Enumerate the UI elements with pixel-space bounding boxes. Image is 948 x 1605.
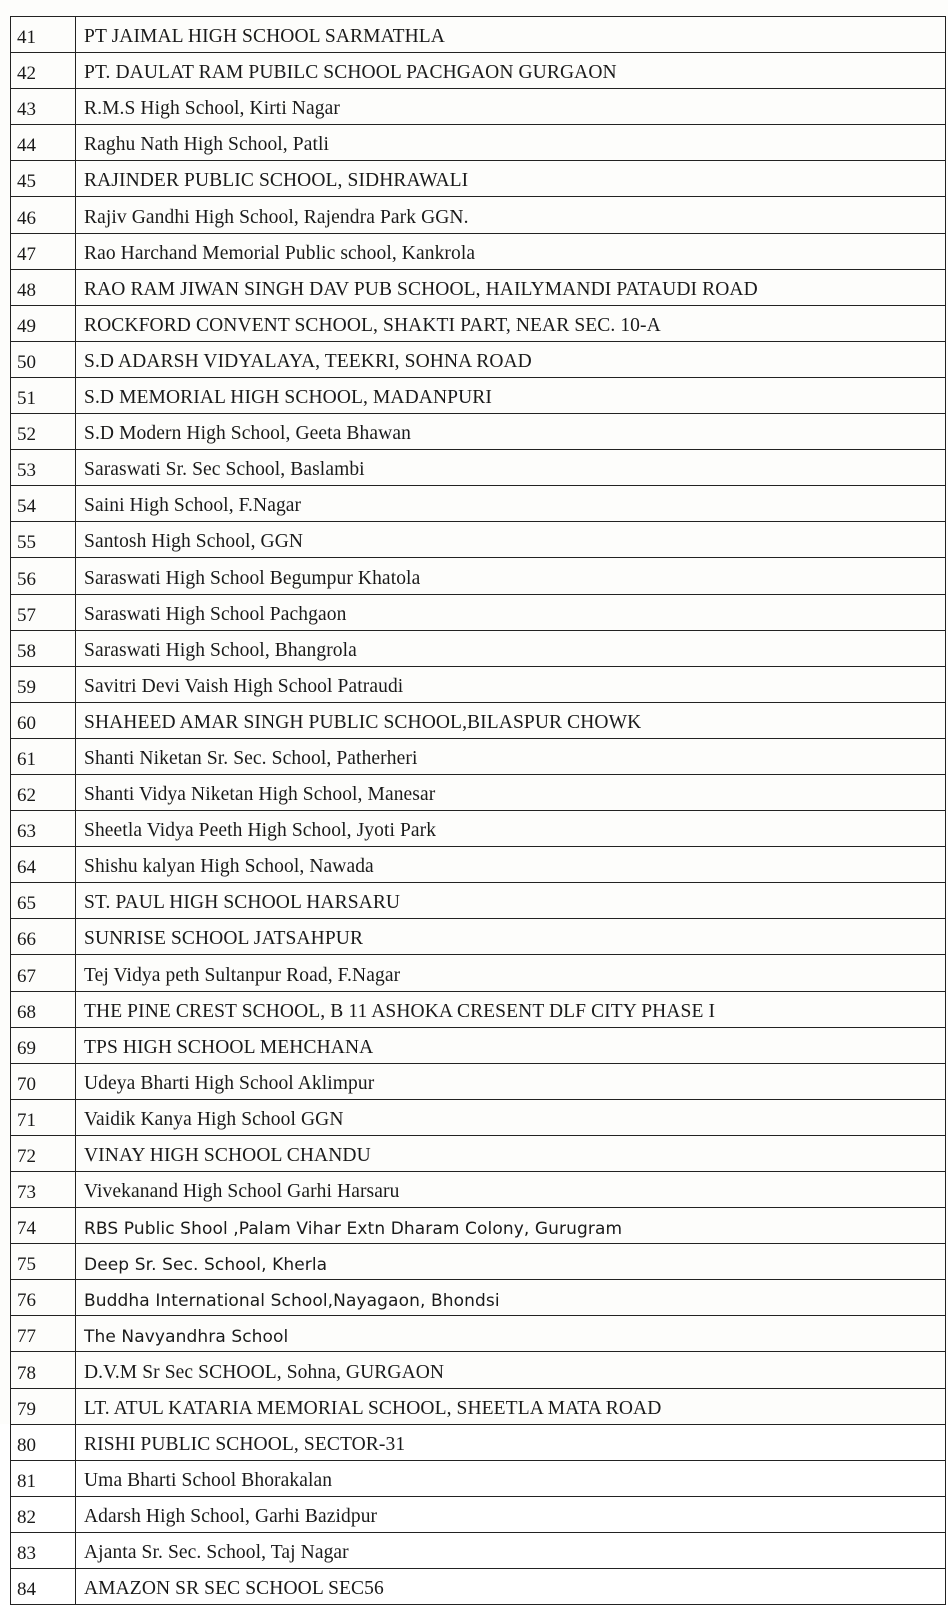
serial-number: 71 — [11, 1099, 76, 1135]
serial-number: 82 — [11, 1496, 76, 1532]
serial-number: 83 — [11, 1532, 76, 1568]
school-name: Shanti Vidya Niketan High School, Manesar — [76, 774, 946, 810]
school-name: Raghu Nath High School, Patli — [76, 125, 946, 161]
serial-number: 62 — [11, 774, 76, 810]
school-name: THE PINE CREST SCHOOL, B 11 ASHOKA CRESENT DLF CITY PHASE I — [76, 991, 946, 1027]
table-row — [11, 486, 946, 522]
school-name: Udeya Bharti High School Aklimpur — [76, 1063, 946, 1099]
serial-number: 57 — [11, 594, 76, 630]
school-name: Uma Bharti School Bhorakalan — [76, 1460, 946, 1496]
table-row — [11, 1424, 946, 1460]
serial-number: 70 — [11, 1063, 76, 1099]
serial-number: 59 — [11, 666, 76, 702]
school-name: ROCKFORD CONVENT SCHOOL, SHAKTI PART, NEAR SEC. 10-A — [76, 305, 946, 341]
serial-number: 64 — [11, 847, 76, 883]
school-name: Santosh High School, GGN — [76, 522, 946, 558]
table-row — [11, 919, 946, 955]
serial-number: 49 — [11, 305, 76, 341]
table-row — [11, 991, 946, 1027]
table-row — [11, 450, 946, 486]
serial-number: 56 — [11, 558, 76, 594]
school-name: SHAHEED AMAR SINGH PUBLIC SCHOOL,BILASPUR CHOWK — [76, 702, 946, 738]
serial-number: 66 — [11, 919, 76, 955]
table-row — [11, 161, 946, 197]
school-name: Adarsh High School, Garhi Bazidpur — [76, 1496, 946, 1532]
school-name: RAO RAM JIWAN SINGH DAV PUB SCHOOL, HAILYMANDI PATAUDI ROAD — [76, 269, 946, 305]
table-row — [11, 1316, 946, 1352]
table-row — [11, 1244, 946, 1280]
school-name: TPS HIGH SCHOOL MEHCHANA — [76, 1027, 946, 1063]
table-row — [11, 594, 946, 630]
school-name: S.D Modern High School, Geeta Bhawan — [76, 414, 946, 450]
serial-number: 48 — [11, 269, 76, 305]
serial-number: 78 — [11, 1352, 76, 1388]
school-name: Vivekanand High School Garhi Harsaru — [76, 1172, 946, 1208]
table-row — [11, 233, 946, 269]
table-row — [11, 738, 946, 774]
table-row — [11, 1532, 946, 1568]
school-name: RBS Public Shool ,Palam Vihar Extn Dharam Colony, Gurugram — [76, 1208, 946, 1244]
serial-number: 47 — [11, 233, 76, 269]
school-name: Saraswati High School Begumpur Khatola — [76, 558, 946, 594]
serial-number: 60 — [11, 702, 76, 738]
school-list-body — [11, 17, 946, 1605]
table-row — [11, 341, 946, 377]
table-row — [11, 1280, 946, 1316]
serial-number: 81 — [11, 1460, 76, 1496]
table-row — [11, 1063, 946, 1099]
serial-number: 76 — [11, 1280, 76, 1316]
table-row — [11, 305, 946, 341]
serial-number: 42 — [11, 53, 76, 89]
school-name: SUNRISE SCHOOL JATSAHPUR — [76, 919, 946, 955]
table-row — [11, 1135, 946, 1171]
table-row — [11, 125, 946, 161]
school-name: AMAZON SR SEC SCHOOL SEC56 — [76, 1569, 946, 1605]
table-row — [11, 414, 946, 450]
school-name: Deep Sr. Sec. School, Kherla — [76, 1244, 946, 1280]
serial-number: 44 — [11, 125, 76, 161]
table-row — [11, 774, 946, 810]
school-name: Shanti Niketan Sr. Sec. School, Patherheri — [76, 738, 946, 774]
serial-number: 58 — [11, 630, 76, 666]
school-name: Rajiv Gandhi High School, Rajendra Park GGN. — [76, 197, 946, 233]
school-name: Saraswati Sr. Sec School, Baslambi — [76, 450, 946, 486]
school-name: Vaidik Kanya High School GGN — [76, 1099, 946, 1135]
serial-number: 54 — [11, 486, 76, 522]
serial-number: 61 — [11, 738, 76, 774]
school-name: S.D MEMORIAL HIGH SCHOOL, MADANPURI — [76, 377, 946, 413]
serial-number: 50 — [11, 341, 76, 377]
school-name: Saraswati High School, Bhangrola — [76, 630, 946, 666]
serial-number: 45 — [11, 161, 76, 197]
serial-number: 53 — [11, 450, 76, 486]
table-row — [11, 89, 946, 125]
school-name: LT. ATUL KATARIA MEMORIAL SCHOOL, SHEETLA MATA ROAD — [76, 1388, 946, 1424]
school-name: PT. DAULAT RAM PUBILC SCHOOL PACHGAON GURGAON — [76, 53, 946, 89]
school-name: Tej Vidya peth Sultanpur Road, F.Nagar — [76, 955, 946, 991]
table-row — [11, 1352, 946, 1388]
school-name: Sheetla Vidya Peeth High School, Jyoti Park — [76, 811, 946, 847]
serial-number: 65 — [11, 883, 76, 919]
table-row — [11, 522, 946, 558]
table-row — [11, 811, 946, 847]
table-row — [11, 1569, 946, 1605]
serial-number: 72 — [11, 1135, 76, 1171]
table-row — [11, 269, 946, 305]
table-row — [11, 1388, 946, 1424]
table-row — [11, 558, 946, 594]
serial-number: 69 — [11, 1027, 76, 1063]
school-name: D.V.M Sr Sec SCHOOL, Sohna, GURGAON — [76, 1352, 946, 1388]
school-name: R.M.S High School, Kirti Nagar — [76, 89, 946, 125]
table-row — [11, 847, 946, 883]
serial-number: 79 — [11, 1388, 76, 1424]
serial-number: 67 — [11, 955, 76, 991]
table-row — [11, 702, 946, 738]
table-row — [11, 1208, 946, 1244]
school-name: S.D ADARSH VIDYALAYA, TEEKRI, SOHNA ROAD — [76, 341, 946, 377]
table-row — [11, 1460, 946, 1496]
school-name: RISHI PUBLIC SCHOOL, SECTOR-31 — [76, 1424, 946, 1460]
table-row — [11, 17, 946, 53]
school-name: Rao Harchand Memorial Public school, Kankrola — [76, 233, 946, 269]
serial-number: 51 — [11, 377, 76, 413]
table-row — [11, 197, 946, 233]
serial-number: 46 — [11, 197, 76, 233]
school-name: The Navyandhra School — [76, 1316, 946, 1352]
serial-number: 41 — [11, 17, 76, 53]
serial-number: 43 — [11, 89, 76, 125]
serial-number: 55 — [11, 522, 76, 558]
school-name: Shishu kalyan High School, Nawada — [76, 847, 946, 883]
serial-number: 77 — [11, 1316, 76, 1352]
table-row — [11, 1027, 946, 1063]
table-row — [11, 377, 946, 413]
table-row — [11, 1496, 946, 1532]
school-name: Ajanta Sr. Sec. School, Taj Nagar — [76, 1532, 946, 1568]
school-name: Savitri Devi Vaish High School Patraudi — [76, 666, 946, 702]
school-name: VINAY HIGH SCHOOL CHANDU — [76, 1135, 946, 1171]
school-name: ST. PAUL HIGH SCHOOL HARSARU — [76, 883, 946, 919]
school-name: Saraswati High School Pachgaon — [76, 594, 946, 630]
table-row — [11, 955, 946, 991]
school-list-table — [10, 16, 946, 1605]
school-name: RAJINDER PUBLIC SCHOOL, SIDHRAWALI — [76, 161, 946, 197]
serial-number: 73 — [11, 1172, 76, 1208]
table-row — [11, 630, 946, 666]
table-row — [11, 1099, 946, 1135]
table-row — [11, 883, 946, 919]
serial-number: 68 — [11, 991, 76, 1027]
serial-number: 74 — [11, 1208, 76, 1244]
school-name: Saini High School, F.Nagar — [76, 486, 946, 522]
serial-number: 63 — [11, 811, 76, 847]
table-row — [11, 53, 946, 89]
serial-number: 75 — [11, 1244, 76, 1280]
table-row — [11, 1172, 946, 1208]
school-name: PT JAIMAL HIGH SCHOOL SARMATHLA — [76, 17, 946, 53]
table-row — [11, 666, 946, 702]
serial-number: 80 — [11, 1424, 76, 1460]
serial-number: 52 — [11, 414, 76, 450]
school-name: Buddha International School,Nayagaon, Bhondsi — [76, 1280, 946, 1316]
serial-number: 84 — [11, 1569, 76, 1605]
